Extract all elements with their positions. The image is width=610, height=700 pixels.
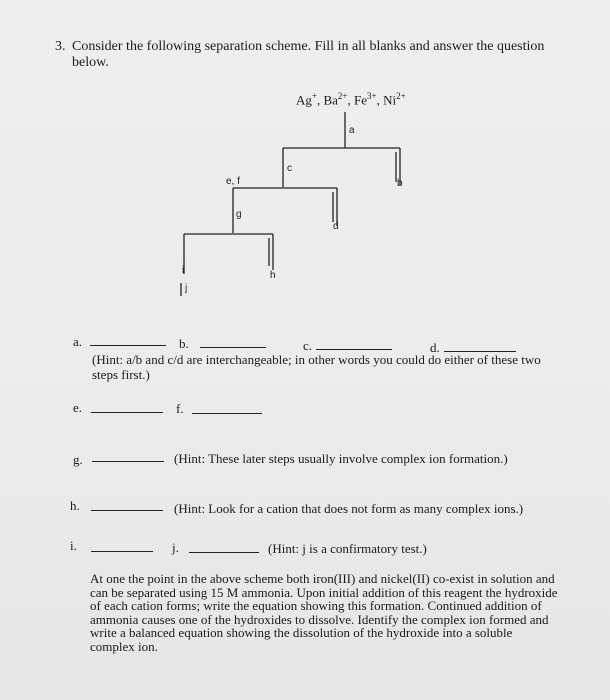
- blank-a-line[interactable]: [90, 345, 166, 346]
- blank-g-label: g.: [73, 452, 83, 467]
- label-a: a: [349, 125, 355, 136]
- hint-ab-cd: (Hint: a/b and c/d are interchangeable; in other words you could do either of these two steps first.): [92, 352, 541, 382]
- blank-g-line[interactable]: [92, 461, 164, 462]
- blank-h-line[interactable]: [91, 510, 163, 511]
- blank-a-label: a.: [73, 334, 83, 349]
- label-i: i: [182, 265, 185, 276]
- blank-f-label: f.: [176, 401, 184, 416]
- hint-h: (Hint: Look for a cation that does not form as many complex ions.): [174, 501, 524, 516]
- label-h: h: [270, 270, 276, 281]
- blank-f-line[interactable]: [192, 413, 262, 414]
- label-g: g: [236, 209, 242, 220]
- blank-h-label: h.: [70, 498, 80, 513]
- label-ef: e, f: [226, 176, 240, 187]
- label-d: d: [333, 221, 339, 232]
- blank-e-line[interactable]: [91, 412, 163, 413]
- blank-b-line[interactable]: [200, 347, 266, 348]
- blank-i-line[interactable]: [91, 551, 153, 552]
- label-b: b: [397, 178, 403, 189]
- question-number: 3.: [55, 39, 66, 54]
- blank-j-label: j.: [172, 540, 179, 555]
- blank-e-label: e.: [73, 400, 83, 415]
- blank-d-label: d.: [430, 340, 440, 355]
- ion-list: Ag+, $Ba^{2+}$, $Fe^{3+}$, $Ni^{2+}$: [296, 91, 406, 108]
- blank-i-label: i.: [70, 538, 77, 553]
- hint-g: (Hint: These later steps usually involve complex ion formation.): [174, 451, 508, 466]
- question-text: Consider the following separation scheme. Fill in all blanks and answer the question below.: [72, 39, 545, 70]
- blank-c-label: c.: [303, 338, 313, 353]
- blank-j-line[interactable]: [189, 552, 259, 553]
- label-c: c: [287, 163, 292, 174]
- blank-c-line[interactable]: [316, 349, 392, 350]
- blank-b-label: b.: [179, 336, 189, 351]
- label-j: j: [185, 283, 188, 294]
- hint-j: (Hint: j is a confirmatory test.): [268, 541, 427, 556]
- question-paragraph: At one the point in the above scheme both iron(III) and nickel(II) co-exist in solution and can be separated using 15 M ammonia. Upon initial addition of this reagent the hydroxide of each cation forms; write the equation showing this formation. Continued addition of ammonia causes one of the hydroxides to dissolve. Identify the complex ion formed and write a balanced equation showing the dissolution of the hydroxide into a soluble complex ion.: [90, 571, 558, 654]
